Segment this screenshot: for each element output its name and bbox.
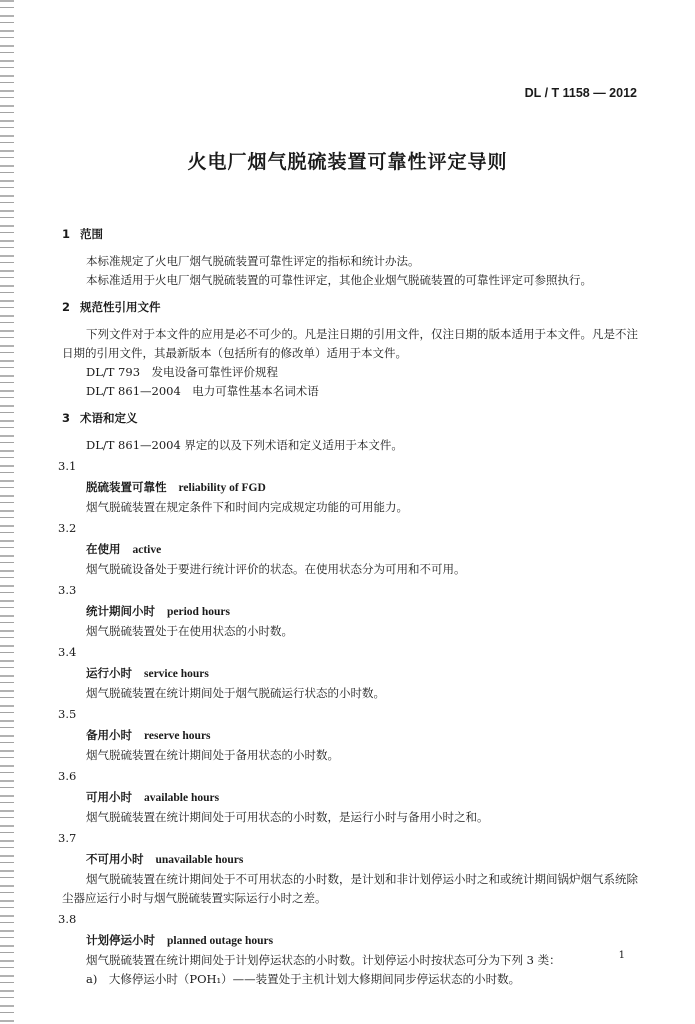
term-zh: 统计期间小时 [86, 604, 155, 618]
term-title [62, 664, 642, 684]
term-zh: 备用小时 [86, 728, 132, 742]
standard-number: DL / T 1158 — 2012 [524, 86, 637, 100]
term-zh: 脱硫装置可靠性 [86, 480, 167, 494]
section-1-heading [62, 225, 642, 244]
term-en: period hours [167, 606, 230, 618]
paragraph: 本标准规定了火电厂烟气脱硫装置可靠性评定的指标和统计办法。 [86, 254, 420, 268]
term-definition: 烟气脱硫装置在统计期间处于可用状态的小时数，是运行小时与备用小时之和。 [86, 810, 489, 824]
term-en: reliability of FGD [178, 482, 266, 494]
reference-item: DL/T 861—2004 电力可靠性基本名词术语 [86, 384, 319, 398]
term-title [62, 788, 642, 808]
term-definition: 烟气脱硫装置在统计期间处于备用状态的小时数。 [86, 748, 339, 762]
section-2-heading [62, 298, 642, 317]
term-definition: 烟气脱硫装置在规定条件下和时间内完成规定功能的可用能力。 [86, 500, 408, 514]
section-title: 范围 [80, 227, 103, 241]
term-en: unavailable hours [155, 854, 244, 866]
term-number: 3.8 [58, 912, 77, 926]
term-zh: 可用小时 [86, 790, 132, 804]
term-title [62, 850, 642, 870]
section-number: 1 [62, 227, 71, 241]
page-number: 1 [618, 950, 625, 961]
term-title [62, 931, 642, 951]
term-en: planned outage hours [167, 935, 274, 947]
term-definition: 烟气脱硫设备处于要进行统计评价的状态。在使用状态分为可用和不可用。 [86, 562, 466, 576]
term-definition: 烟气脱硫装置处于在使用状态的小时数。 [86, 624, 293, 638]
term-title [62, 478, 642, 498]
term-number: 3.6 [58, 769, 77, 783]
term-number: 3.5 [58, 707, 77, 721]
term-zh: 在使用 [86, 542, 121, 556]
document-title: 火电厂烟气脱硫装置可靠性评定导则 [187, 151, 508, 173]
term-en: available hours [144, 792, 220, 804]
section-3-heading [62, 409, 642, 428]
term-zh: 计划停运小时 [86, 933, 155, 947]
section-number: 2 [62, 300, 71, 314]
section-title: 术语和定义 [80, 411, 138, 425]
term-en: active [132, 544, 162, 556]
term-number: 3.2 [58, 521, 77, 535]
term-number: 3.7 [58, 831, 77, 845]
term-title [62, 602, 642, 622]
term-zh: 不可用小时 [86, 852, 144, 866]
term-number: 3.1 [58, 459, 77, 473]
term-zh: 运行小时 [86, 666, 132, 680]
paragraph: 本标准适用于火电厂烟气脱硫装置的可靠性评定，其他企业烟气脱硫装置的可靠性评定可参照执行。 [86, 273, 592, 287]
term-definition: 烟气脱硫装置在统计期间处于计划停运状态的小时数。计划停运小时按状态可分为下列 3 类： [86, 953, 561, 967]
section-number: 3 [62, 411, 71, 425]
reference-item: DL/T 793 发电设备可靠性评价规程 [86, 365, 279, 379]
section-title: 规范性引用文件 [80, 300, 161, 314]
term-number: 3.3 [58, 583, 77, 597]
term-title [62, 726, 642, 746]
term-definition: 烟气脱硫装置在统计期间处于烟气脱硫运行状态的小时数。 [86, 686, 385, 700]
document-body [58, 217, 642, 989]
paragraph: 下列文件对于本文件的应用是必不可少的。凡是注日期的引用文件，仅注日期的版本适用于本文件。凡是不注日期的引用文件，其最新版本（包括所有的修改单）适用于本文件。 [62, 327, 638, 360]
paragraph: DL/T 861—2004 界定的以及下列术语和定义适用于本文件。 [86, 438, 403, 452]
list-item: a) 大修停运小时（POH₁）——装置处于主机计划大修期间同步停运状态的小时数。 [86, 972, 521, 986]
term-en: reserve hours [144, 730, 211, 742]
term-number: 3.4 [58, 645, 77, 659]
term-definition: 烟气脱硫装置在统计期间处于不可用状态的小时数，是计划和非计划停运小时之和或统计期间锅炉烟气系统除尘器应运行小时与烟气脱硫装置实际运行小时之差。 [62, 872, 638, 905]
term-title [62, 540, 642, 560]
term-en: service hours [144, 668, 209, 680]
